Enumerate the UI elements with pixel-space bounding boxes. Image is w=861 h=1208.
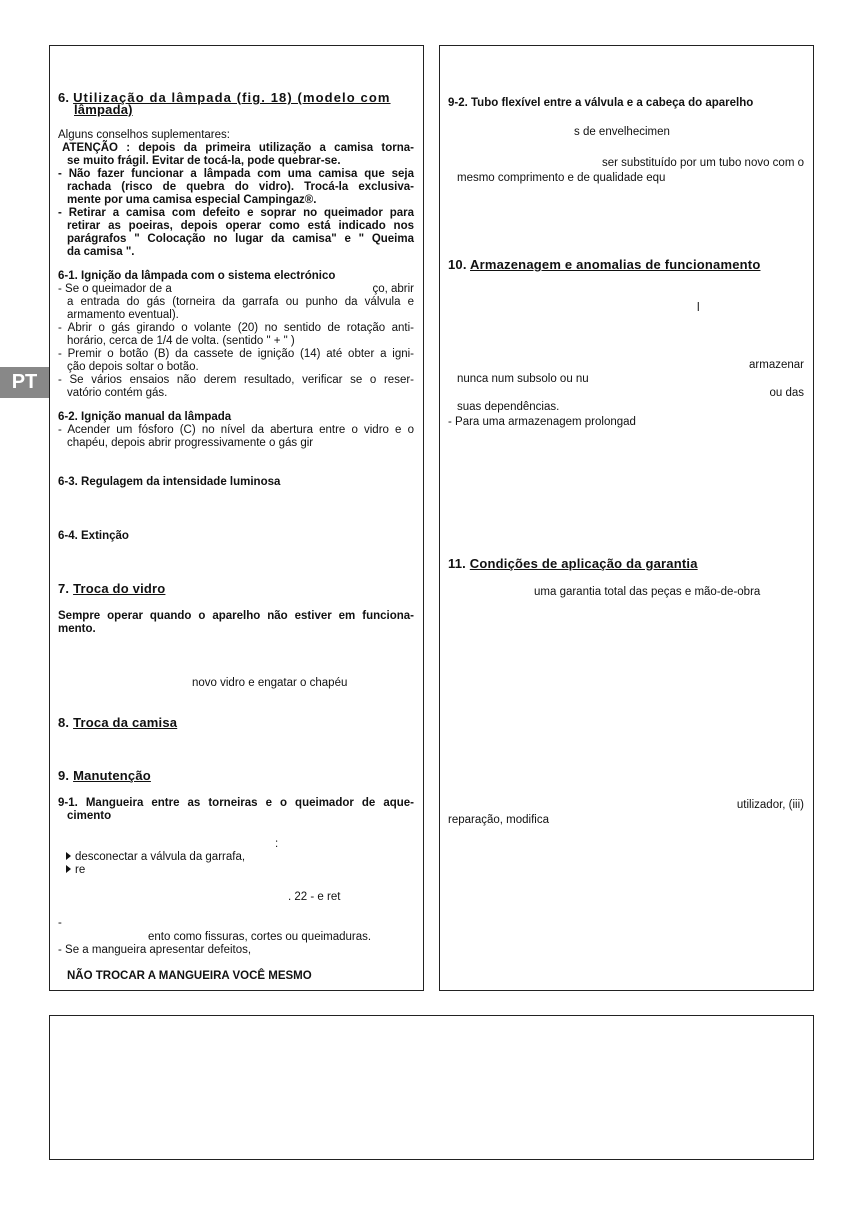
body-text: NÃO TROCAR A MANGUEIRA VOCÊ MESMO (67, 970, 312, 982)
body-text: armamento eventual). (67, 309, 179, 321)
section-9-2-title: 9-2. Tubo flexível entre a válvula e a cabeça do aparelho (448, 97, 754, 109)
bullet-item: re (66, 864, 85, 877)
section-6-title-line2: lâmpada) (74, 102, 133, 117)
body-text: horário, cerca de 1/4 de volta. (sentido " + " ) (67, 335, 295, 347)
body-text: mento. (58, 623, 96, 635)
body-text: utilizador, (iii) (736, 799, 804, 811)
body-text: armazenar (749, 359, 804, 371)
arrow-bullet-icon (66, 852, 71, 860)
warning-text: - Não fazer funcionar a lâmpada com uma camisa que seja (58, 168, 414, 180)
section-9-1-title: 9-1. Mangueira entre as torneiras e o queimador de aque- (58, 797, 414, 809)
warning-text: se muito frágil. Evitar de tocá-la, pode quebrar-se. (67, 155, 341, 167)
section-9-heading: 9. Manutenção (58, 768, 151, 783)
body-text: ção depois soltar o botão. (67, 361, 199, 373)
section-9-1-title: cimento (67, 810, 112, 822)
section-6-1-title: 6-1. Ignição da lâmpada com o sistema electrónico (58, 270, 336, 282)
body-text: novo vidro e engatar o chapéu (192, 677, 348, 689)
body-text: - Para uma armazenagem prolongad (448, 416, 636, 428)
body-text: uma garantia total das peças e mão-de-obra (534, 586, 761, 598)
right-column (439, 45, 814, 991)
warning-text: da camisa ". (67, 246, 135, 258)
language-tab-pt: PT (0, 367, 49, 398)
warning-text: ATENÇÃO : depois da primeira utilização a camisa torna- (62, 142, 414, 154)
body-text: - Acender um fósforo (C) no nível da abertura entre o vidro e o (58, 424, 414, 436)
arrow-bullet-icon (66, 865, 71, 873)
body-text: nunca num subsolo ou nu (457, 373, 589, 385)
body-text: . 22 - e ret (288, 891, 341, 903)
body-text: vatório contém gás. (67, 387, 168, 399)
section-6-4-title: 6-4. Extinção (58, 530, 129, 542)
body-text: ço, abrir (372, 283, 414, 295)
warning-text: - Retirar a camisa com defeito e soprar no queimador para (58, 207, 414, 219)
body-text: - Se vários ensaios não derem resultado, verificar se o reser- (58, 374, 414, 386)
body-text: - Se o queimador de a (58, 283, 172, 295)
body-text: : (275, 838, 279, 850)
section-6-heading: 6. Utilização da lâmpada (fig. 18) (modelo com (58, 90, 391, 105)
section-6-2-title: 6-2. Ignição manual da lâmpada (58, 411, 232, 423)
section-11-heading: 11. Condições de aplicação da garantia (448, 556, 698, 571)
section-6-title: Utilização da lâmpada (fig. 18) (modelo com (73, 90, 391, 105)
body-text: Sempre operar quando o aparelho não estiver em funciona- (58, 610, 414, 622)
advice-text: Alguns conselhos suplementares: (58, 129, 230, 141)
warning-text: mente por uma camisa especial Campingaz®. (67, 194, 317, 206)
bottom-box (49, 1015, 814, 1160)
body-text: s de envelhecimen (574, 126, 670, 138)
warning-text: parágrafos " Colocação no lugar da camisa" e " Queima (67, 233, 414, 245)
body-text: - (58, 917, 62, 929)
body-text: ser substituído por um tubo novo com o (602, 157, 804, 169)
section-10-heading: 10. Armazenagem e anomalias de funcionamento (448, 257, 761, 272)
warning-text: retirar as poeiras, depois operar como está indicado nos (67, 220, 414, 232)
body-text: suas dependências. (457, 401, 560, 413)
section-8-heading: 8. Troca da camisa (58, 715, 178, 730)
bullet-item: desconectar a válvula da garrafa, (66, 851, 245, 864)
body-text: reparação, modifica (448, 814, 549, 826)
section-6-3-title: 6-3. Regulagem da intensidade luminosa (58, 476, 281, 488)
section-7-heading: 7. Troca do vidro (58, 581, 166, 596)
body-text: - Premir o botão (B) da cassete de ignição (14) até obter a igni- (58, 348, 414, 360)
body-text: a entrada do gás (torneira da garrafa ou punho da válvula e (67, 296, 414, 308)
body-text: ento como fissuras, cortes ou queimaduras. (148, 931, 372, 943)
body-text: chapéu, depois abrir progressivamente o gás gir (67, 437, 314, 449)
warning-text: rachada (risco de quebra do vidro). Trocá-la exclusiva- (67, 181, 414, 193)
body-text: - Abrir o gás girando o volante (20) no sentido de rotação anti- (58, 322, 414, 334)
body-text: - Se a mangueira apresentar defeitos, (58, 944, 252, 956)
body-text: mesmo comprimento e de qualidade equ (457, 172, 666, 184)
body-text: l (697, 302, 700, 314)
body-text: ou das (769, 387, 804, 399)
